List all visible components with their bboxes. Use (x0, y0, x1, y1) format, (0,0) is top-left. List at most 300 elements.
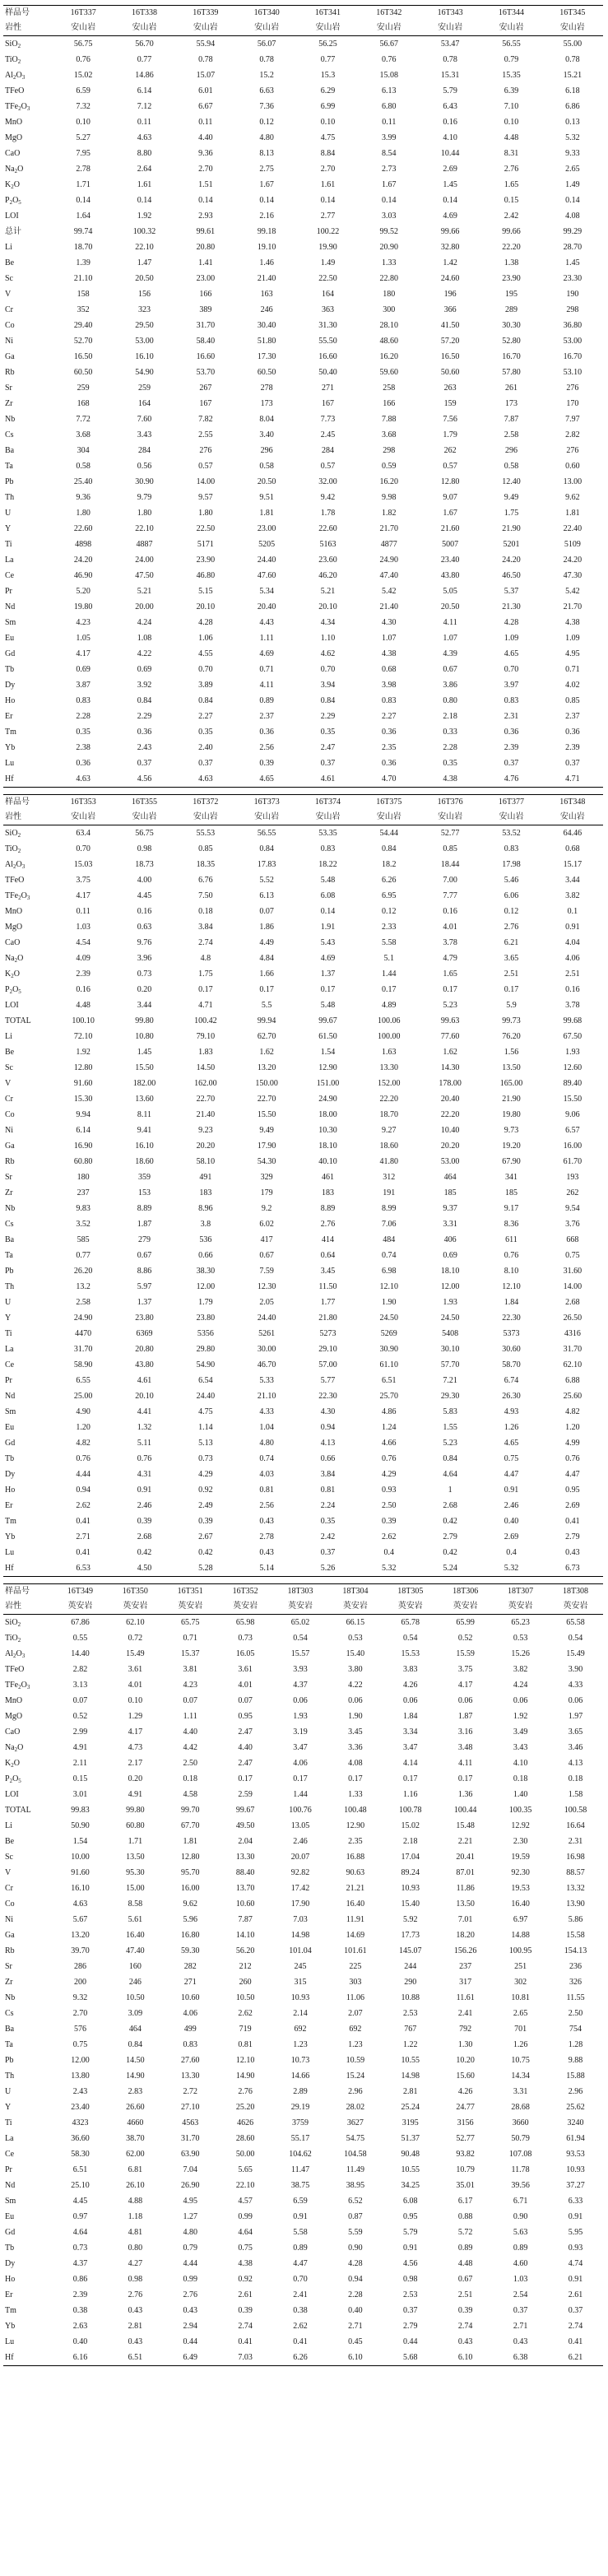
element-label: Dy (5, 1469, 16, 1479)
value-cell: 18.70 (379, 1109, 399, 1119)
value-cell: 263 (443, 383, 457, 393)
value-cell: 329 (260, 1172, 273, 1182)
element-label: Th (5, 1281, 15, 1291)
table-row (3, 67, 603, 83)
value-cell: 0.18 (183, 1774, 197, 1783)
value-cell: 284 (321, 445, 334, 455)
table-row (3, 1896, 603, 1912)
value-cell: 5.32 (480, 1560, 541, 1577)
value-cell: 0.70 (293, 2274, 308, 2284)
value-cell: 2.55 (198, 430, 213, 439)
value-cell: 2.68 (137, 1532, 152, 1541)
table-row (3, 630, 603, 646)
value-cell: 2.67 (198, 1532, 213, 1541)
value-cell: 0.45 (348, 2337, 363, 2346)
value-cell: 16.90 (73, 1141, 93, 1151)
value-cell: 3.45 (348, 1727, 363, 1737)
value-cell: 10.20 (456, 2055, 475, 2065)
value-cell: 4.55 (198, 649, 213, 658)
value-cell: 3.86 (443, 680, 457, 690)
table-row (3, 1201, 603, 1216)
value-cell: 1.45 (137, 1047, 152, 1057)
value-cell: 25.62 (566, 2102, 585, 2112)
value-cell: 20.40 (440, 1094, 460, 1104)
value-cell: 4.31 (137, 1469, 152, 1479)
value-cell: 18.22 (318, 859, 337, 869)
table-row (3, 224, 603, 239)
element-label: TFeO (5, 875, 25, 885)
value-cell: 88.40 (235, 1867, 255, 1877)
value-cell: 7.36 (259, 101, 274, 111)
value-cell: 6.16 (53, 2350, 108, 2366)
value-cell: 1.77 (320, 1297, 336, 1307)
value-cell: 21.30 (502, 602, 521, 611)
table-row (3, 1373, 603, 1388)
table-row (3, 505, 603, 521)
value-cell: 156 (137, 289, 151, 299)
value-cell: 2.77 (320, 211, 336, 221)
table-row (3, 1263, 603, 1279)
value-cell: 39.56 (511, 2180, 530, 2190)
element-label: $K_2O$ (5, 969, 20, 979)
value-cell: 16.60 (196, 351, 216, 361)
value-cell: 24.20 (73, 555, 93, 565)
value-cell: 13.80 (71, 2071, 90, 2081)
value-cell: 4.33 (568, 1680, 583, 1690)
value-cell: 2.56 (259, 1500, 274, 1510)
value-cell: 99.68 (563, 1016, 582, 1025)
value-cell: 7.77 (443, 890, 457, 900)
value-cell: 5.72 (457, 2227, 473, 2237)
value-cell: 4.49 (259, 937, 274, 947)
element-label: $Na_2O$ (5, 1742, 24, 1753)
element-label: Sc (5, 1062, 13, 1072)
value-cell: 30.90 (379, 1344, 399, 1354)
value-cell: 4.89 (382, 1000, 397, 1010)
value-cell: 0.37 (198, 758, 213, 768)
value-cell: 25.20 (235, 2102, 255, 2112)
table-row (3, 52, 603, 67)
value-cell: 15.02 (73, 70, 93, 80)
value-cell: 4.69 (259, 649, 274, 658)
value-cell: 2.53 (403, 2290, 418, 2299)
value-cell: 5.67 (72, 1914, 88, 1924)
value-cell: 89.40 (563, 1078, 582, 1088)
value-cell: 2.41 (293, 2290, 308, 2299)
value-cell: 1.71 (128, 1836, 143, 1846)
value-cell: 1.65 (504, 179, 519, 189)
sample-header-label: 样品号 (3, 795, 53, 811)
value-cell: 6.06 (504, 890, 519, 900)
value-cell: 170 (566, 398, 579, 408)
value-cell: 12.40 (502, 477, 521, 486)
value-cell: 32.00 (318, 477, 337, 486)
value-cell: 15.49 (566, 1648, 585, 1658)
value-cell: 4.27 (128, 2258, 143, 2268)
value-cell: 2.18 (443, 711, 457, 721)
value-cell: 4.17 (76, 890, 91, 900)
table-row (3, 2287, 603, 2303)
value-cell: 21.70 (563, 602, 582, 611)
sample-id: 18T307 (493, 1584, 548, 1600)
value-cell: 4.30 (382, 617, 397, 627)
value-cell: 4.22 (137, 649, 152, 658)
value-cell: 2.28 (348, 2290, 363, 2299)
value-cell: 6.02 (259, 1219, 274, 1229)
value-cell: 0.81 (259, 1485, 274, 1495)
value-cell: 260 (239, 1977, 252, 1987)
value-cell: 4.28 (348, 2258, 363, 2268)
value-cell: 9.94 (76, 1109, 91, 1119)
value-cell: 2.68 (443, 1500, 457, 1510)
value-cell: 0.60 (565, 461, 580, 471)
value-cell: 4.73 (128, 1742, 143, 1752)
value-cell: 366 (443, 305, 457, 314)
value-cell: 2.46 (504, 1500, 519, 1510)
value-cell: 304 (77, 445, 90, 455)
value-cell: 20.80 (135, 1344, 154, 1354)
value-cell: 100.44 (453, 1805, 477, 1815)
value-cell: 15.50 (257, 1109, 276, 1119)
value-cell: 99.66 (440, 226, 460, 236)
value-cell: 0.36 (382, 727, 397, 737)
rock-type: 安山岩 (420, 810, 480, 825)
element-label: Ba (5, 445, 15, 455)
value-cell: 15.08 (379, 70, 399, 80)
value-cell: 16.80 (180, 1930, 200, 1940)
value-cell: 15.88 (566, 2071, 585, 2081)
rock-type: 安山岩 (114, 810, 174, 825)
value-cell: 1.45 (443, 179, 457, 189)
table-row (3, 208, 603, 224)
value-cell: 0.14 (137, 195, 152, 205)
value-cell: 1.87 (457, 1711, 473, 1721)
value-cell: 1.64 (76, 211, 91, 221)
value-cell: 2.78 (76, 164, 91, 174)
value-cell: 0.84 (320, 695, 336, 705)
value-cell: 56.25 (318, 39, 337, 49)
value-cell: 279 (137, 1235, 151, 1244)
value-cell: 2.62 (238, 2008, 253, 2018)
value-cell: 6.99 (320, 101, 336, 111)
value-cell: 14.40 (71, 1648, 90, 1658)
value-cell: 0.06 (568, 1695, 583, 1705)
value-cell: 22.60 (73, 523, 93, 533)
element-label: TiO$_2$ (5, 1633, 21, 1644)
value-cell: 0.44 (183, 2337, 197, 2346)
value-cell: 56.75 (73, 39, 93, 49)
table-row (3, 1755, 603, 1771)
value-cell: 6.18 (565, 86, 580, 95)
value-cell: 225 (349, 1961, 362, 1971)
value-cell: 0.14 (320, 195, 336, 205)
value-cell: 4.01 (128, 1680, 143, 1690)
value-cell: 0.37 (565, 758, 580, 768)
table-row (3, 396, 603, 412)
value-cell: 180 (77, 1172, 90, 1182)
value-cell: 3.68 (76, 430, 91, 439)
value-cell: 23.90 (196, 555, 216, 565)
value-cell: 0.12 (259, 117, 274, 127)
value-cell: 719 (239, 2024, 252, 2034)
value-cell: 24.90 (318, 1094, 337, 1104)
value-cell: 0.38 (293, 2305, 308, 2315)
value-cell: 0.41 (238, 2337, 253, 2346)
table-row (3, 2146, 603, 2162)
element-label: Cs (5, 2008, 14, 2018)
element-label: Ti (5, 2118, 12, 2127)
value-cell: 0.75 (72, 2039, 88, 2049)
value-cell: 3.92 (137, 680, 152, 690)
value-cell: 4.45 (137, 890, 152, 900)
sample-id: 16T343 (420, 6, 480, 21)
value-cell: 4.45 (72, 2196, 88, 2206)
value-cell: 1.30 (457, 2039, 473, 2049)
value-cell: 67.86 (71, 1617, 90, 1627)
value-cell: 9.54 (565, 1203, 580, 1213)
value-cell: 0.84 (259, 844, 274, 853)
value-cell: 4.90 (76, 1407, 91, 1416)
element-label: Sr (5, 1172, 12, 1182)
value-cell: 0.42 (198, 1547, 213, 1557)
value-cell: 2.51 (504, 969, 519, 979)
value-cell: 18.70 (73, 242, 93, 252)
value-cell: 491 (199, 1172, 212, 1182)
value-cell: 1.29 (128, 1711, 143, 1721)
value-cell: 10.80 (135, 1031, 154, 1041)
value-cell: 4.82 (565, 1407, 580, 1416)
value-cell: 162.00 (194, 1078, 217, 1088)
value-cell: 67.50 (563, 1031, 582, 1041)
value-cell: 0.42 (137, 1547, 152, 1557)
value-cell: 1.54 (320, 1047, 336, 1057)
sample-id: 16T352 (218, 1584, 273, 1600)
table-row (3, 997, 603, 1013)
value-cell: 4.88 (128, 2196, 143, 2206)
value-cell: 3759 (292, 2118, 309, 2127)
value-cell: 767 (404, 2024, 417, 2034)
element-label: MnO (5, 117, 23, 127)
value-cell: 9.2 (261, 1203, 272, 1213)
value-cell: 0.59 (382, 461, 397, 471)
value-cell: 1.80 (76, 508, 91, 518)
value-cell: 0.68 (565, 844, 580, 853)
element-label: Zr (5, 1188, 13, 1197)
value-cell: 0.64 (320, 1250, 336, 1260)
value-cell: 99.67 (235, 1805, 255, 1815)
value-cell: 52.77 (456, 2133, 475, 2143)
value-cell: 14.98 (401, 2071, 420, 2081)
value-cell: 1.90 (348, 1711, 363, 1721)
value-cell: 6.98 (382, 1266, 397, 1276)
value-cell: 100.00 (378, 1031, 401, 1041)
value-cell: 0.99 (238, 2211, 253, 2221)
value-cell: 30.00 (257, 1344, 276, 1354)
value-cell: 4.37 (72, 2258, 88, 2268)
value-cell: 2.35 (348, 1836, 363, 1846)
value-cell: 536 (199, 1235, 212, 1244)
value-cell: 2.78 (259, 1532, 274, 1541)
value-cell: 57.70 (440, 1360, 460, 1369)
value-cell: 12.30 (257, 1281, 276, 1291)
value-cell: 4.50 (114, 1560, 174, 1577)
table-row (3, 1802, 603, 1818)
value-cell: 100.35 (508, 1805, 532, 1815)
value-cell: 1.14 (198, 1422, 213, 1432)
value-cell: 251 (514, 1961, 527, 1971)
value-cell: 3.13 (72, 1680, 88, 1690)
table-row (3, 1326, 603, 1341)
value-cell: 167 (321, 398, 334, 408)
table-row (3, 552, 603, 568)
value-cell: 99.52 (379, 226, 399, 236)
value-cell: 0.69 (443, 1250, 457, 1260)
value-cell: 20.50 (257, 477, 276, 486)
value-cell: 61.70 (563, 1156, 582, 1166)
element-label: Co (5, 1899, 15, 1909)
value-cell: 0.91 (504, 1485, 519, 1495)
value-cell: 237 (459, 1961, 472, 1971)
value-cell: 47.60 (257, 570, 276, 580)
value-cell: 31.60 (563, 1266, 582, 1276)
element-label: $P_2O_5$ (5, 1774, 21, 1784)
value-cell: 2.81 (128, 2321, 143, 2331)
value-cell: 0.83 (382, 695, 397, 705)
value-cell: 25.60 (563, 1391, 582, 1401)
element-label: Yb (5, 2321, 16, 2331)
value-cell: 4.09 (76, 953, 91, 963)
element-label: Tb (5, 2243, 15, 2253)
value-cell: 4.80 (259, 133, 274, 142)
value-cell: 1.67 (443, 508, 457, 518)
value-cell: 9.33 (565, 148, 580, 158)
value-cell: 160 (128, 1961, 142, 1971)
value-cell: 1.92 (137, 211, 152, 221)
value-cell: 4.06 (293, 1758, 308, 1768)
value-cell: 2.04 (238, 1836, 253, 1846)
table-row (3, 1154, 603, 1169)
value-cell: 6.52 (348, 2196, 363, 2206)
element-label: Tb (5, 664, 15, 674)
value-cell: 11.49 (346, 2164, 364, 2174)
value-cell: 0.4 (506, 1547, 517, 1557)
value-cell: 4.56 (114, 771, 174, 788)
value-cell: 6.74 (504, 1375, 519, 1385)
value-cell: 258 (383, 383, 396, 393)
sample-id: 16T349 (53, 1584, 108, 1600)
value-cell: 65.78 (401, 1617, 420, 1627)
value-cell: 100.32 (132, 226, 156, 236)
value-cell: 18.2 (382, 859, 397, 869)
value-cell: 4.84 (259, 953, 274, 963)
element-label: Tm (5, 2305, 16, 2315)
value-cell: 4.11 (443, 617, 457, 627)
value-cell: 16.40 (126, 1930, 145, 1940)
value-cell: 91.60 (71, 1867, 90, 1877)
value-cell: 3.34 (403, 1727, 418, 1737)
element-label: SiO$_2$ (5, 39, 21, 49)
value-cell: 4.38 (382, 649, 397, 658)
element-label: CaO (5, 1727, 21, 1737)
value-cell: 6.59 (76, 86, 91, 95)
value-cell: 2.76 (238, 2086, 253, 2096)
value-cell: 6.17 (457, 2196, 473, 2206)
value-cell: 1.83 (198, 1047, 213, 1057)
table-row (3, 36, 603, 53)
value-cell: 65.58 (566, 1617, 585, 1627)
value-cell: 315 (294, 1977, 307, 1987)
value-cell: 5.1 (383, 953, 395, 963)
value-cell: 10.40 (440, 1125, 460, 1135)
value-cell: 24.50 (379, 1313, 399, 1323)
value-cell: 0.73 (238, 1633, 253, 1643)
value-cell: 0.78 (259, 54, 274, 64)
value-cell: 26.50 (563, 1313, 582, 1323)
value-cell: 55.17 (290, 2133, 310, 2143)
value-cell: 95.70 (180, 1867, 200, 1877)
value-cell: 0.91 (403, 2243, 418, 2253)
value-cell: 6.63 (259, 86, 274, 95)
value-cell: 5.48 (320, 875, 336, 885)
value-cell: 12.10 (235, 2055, 255, 2065)
value-cell: 3.19 (293, 1727, 308, 1737)
value-cell: 99.80 (126, 1805, 145, 1815)
value-cell: 4.14 (403, 1758, 418, 1768)
rock-header-label: 岩性 (3, 810, 53, 825)
value-cell: 6.67 (198, 101, 213, 111)
value-cell: 4.17 (76, 649, 91, 658)
value-cell: 0.07 (259, 906, 274, 916)
value-cell: 0.67 (443, 664, 457, 674)
element-label: Pb (5, 2055, 14, 2065)
value-cell: 2.71 (76, 1532, 91, 1541)
value-cell: 30.60 (502, 1344, 521, 1354)
value-cell: 1.79 (443, 430, 457, 439)
value-cell: 22.50 (318, 273, 337, 283)
value-cell: 21.80 (318, 1313, 337, 1323)
value-cell: 19.80 (73, 602, 93, 611)
value-cell: 0.68 (382, 664, 397, 674)
value-cell: 3.97 (504, 680, 519, 690)
value-cell: 576 (73, 2024, 86, 2034)
value-cell: 1.46 (259, 258, 274, 267)
value-cell: 15.50 (135, 1062, 154, 1072)
value-cell: 56.70 (135, 39, 154, 49)
value-cell: 5.20 (76, 586, 91, 596)
element-label: Er (5, 2290, 13, 2299)
value-cell: 101.61 (344, 1946, 367, 1955)
value-cell: 1.87 (137, 1219, 152, 1229)
element-label: Li (5, 242, 12, 252)
value-cell: 0.75 (565, 1250, 580, 1260)
element-label: $TFe_2O_3$ (5, 101, 30, 112)
value-cell: 164 (137, 398, 151, 408)
value-cell: 0.83 (320, 844, 336, 853)
value-cell: 12.80 (440, 477, 460, 486)
value-cell: 16.40 (511, 1899, 530, 1909)
table-row (3, 1060, 603, 1076)
value-cell: 56.07 (257, 39, 276, 49)
table-row (3, 193, 603, 208)
value-cell: 5269 (380, 1328, 397, 1338)
value-cell: 7.87 (504, 414, 519, 424)
value-cell: 4.48 (76, 1000, 91, 1010)
value-cell: 3.61 (238, 1664, 253, 1674)
value-cell: 3.48 (457, 1742, 473, 1752)
value-cell: 23.60 (318, 555, 337, 565)
value-cell: 4.69 (443, 211, 457, 221)
value-cell: 6.86 (565, 101, 580, 111)
